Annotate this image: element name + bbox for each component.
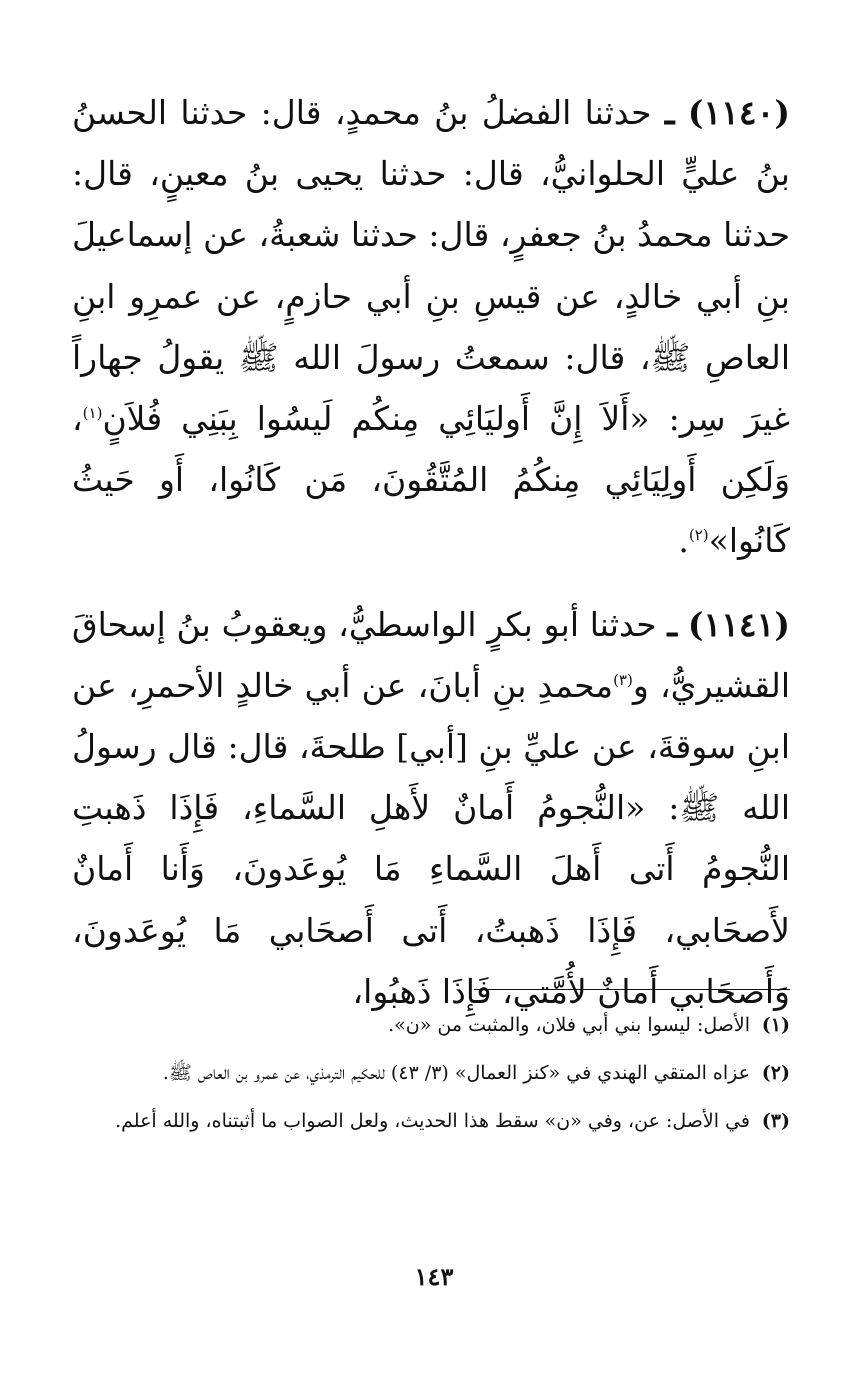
footnote-ref[interactable]: (٣)	[613, 670, 633, 689]
hadith-1140	[72, 82, 790, 572]
hadith-dash: ـ	[664, 93, 675, 132]
footnote-ref[interactable]: (٢)	[688, 526, 709, 545]
footnote-number: (٣)	[761, 1110, 790, 1132]
footnote-item	[72, 1004, 790, 1047]
hadith-number: (١١٤١)	[687, 604, 790, 644]
hadith-text: ، وَلَكِن أَولِيَائِي مِنكُمُ المُتَّقُونَ، مَن كَانُوا، أَو حَيثُ كَانُوا»	[72, 399, 790, 561]
footnote-text: الأصل: ليسوا بني أبي فلان، والمثبت من «ن».	[388, 1014, 750, 1036]
page-number: ١٤٣	[414, 1262, 454, 1291]
footnote-item	[72, 1100, 790, 1143]
footnote-divider	[474, 989, 790, 990]
hadith-text: محمدِ بنِ أبانَ، عن أبي خالدٍ الأحمرِ، عن ابنِ سوقةَ، عن عليِّ بنِ [أبي] طلحةَ، قال: قال رسولُ الله ﷺ: «النُّجومُ أَمانٌ لأَهلِ السَّماءِ، فَإِذَا ذَهبتِ النُّجومُ أَتى أَهلَ السَّماءِ مَا يُوعَدونَ، وَأَنا أَمانٌ لأَصحَابي، فَإِذَا ذَهبتُ، أَتى أَصحَابي مَا يُوعَدونَ، وَأَصحَابي أَمانٌ لأُمَّتي، فَإِذَا ذَهبُوا،	[72, 665, 790, 1011]
main-text	[72, 82, 790, 1022]
hadith-text: حدثنا أبو بكرٍ الواسطيُّ، ويعقوبُ بنُ إسحاقَ القشيريُّ، و	[72, 604, 790, 705]
footnote-number: (٢)	[761, 1062, 790, 1084]
footnote-item	[72, 1052, 790, 1095]
footnote-number: (١)	[761, 1014, 790, 1036]
hadith-text: حدثنا الفضلُ بنُ محمدٍ، قال: حدثنا الحسنُ بنُ عليٍّ الحلوانيُّ، قال: حدثنا يحيى بنُ معينٍ، قال: حدثنا محمدُ بنُ جعفرٍ، قال: حدثنا شعبةُ، عن إسماعيلَ بنِ أبي خالدٍ، عن قيسِ بنِ أبي حازمٍ، عن عمرِو ابنِ العاصِ ﷺ، قال: سمعتُ رسولَ الله ﷺ يقولُ جهاراً غيرَ سِر: «أَلاَ إِنَّ أَوليَائِي مِنكُم لَيسُوا بِبَنِي فُلاَنٍ	[72, 93, 790, 439]
footnote-text: في الأصل: عن، وفي «ن» سقط هذا الحديث، ولعل الصواب ما أثبتناه، والله أعلم.	[115, 1110, 750, 1132]
hadith-number: (١١٤٠)	[687, 93, 790, 132]
hadith-text: .	[678, 521, 689, 561]
hadith-dash: ـ	[667, 604, 678, 644]
footnotes	[72, 1004, 790, 1148]
hadith-1141	[72, 594, 790, 1022]
footnote-ref[interactable]: (١)	[82, 404, 103, 423]
footnote-text: عزاه المتقي الهندي في «كنز العمال» (٣/ ٤٣) للحكيم الترمذي، عن عمرو بن العاص ﷺ.	[162, 1062, 750, 1084]
